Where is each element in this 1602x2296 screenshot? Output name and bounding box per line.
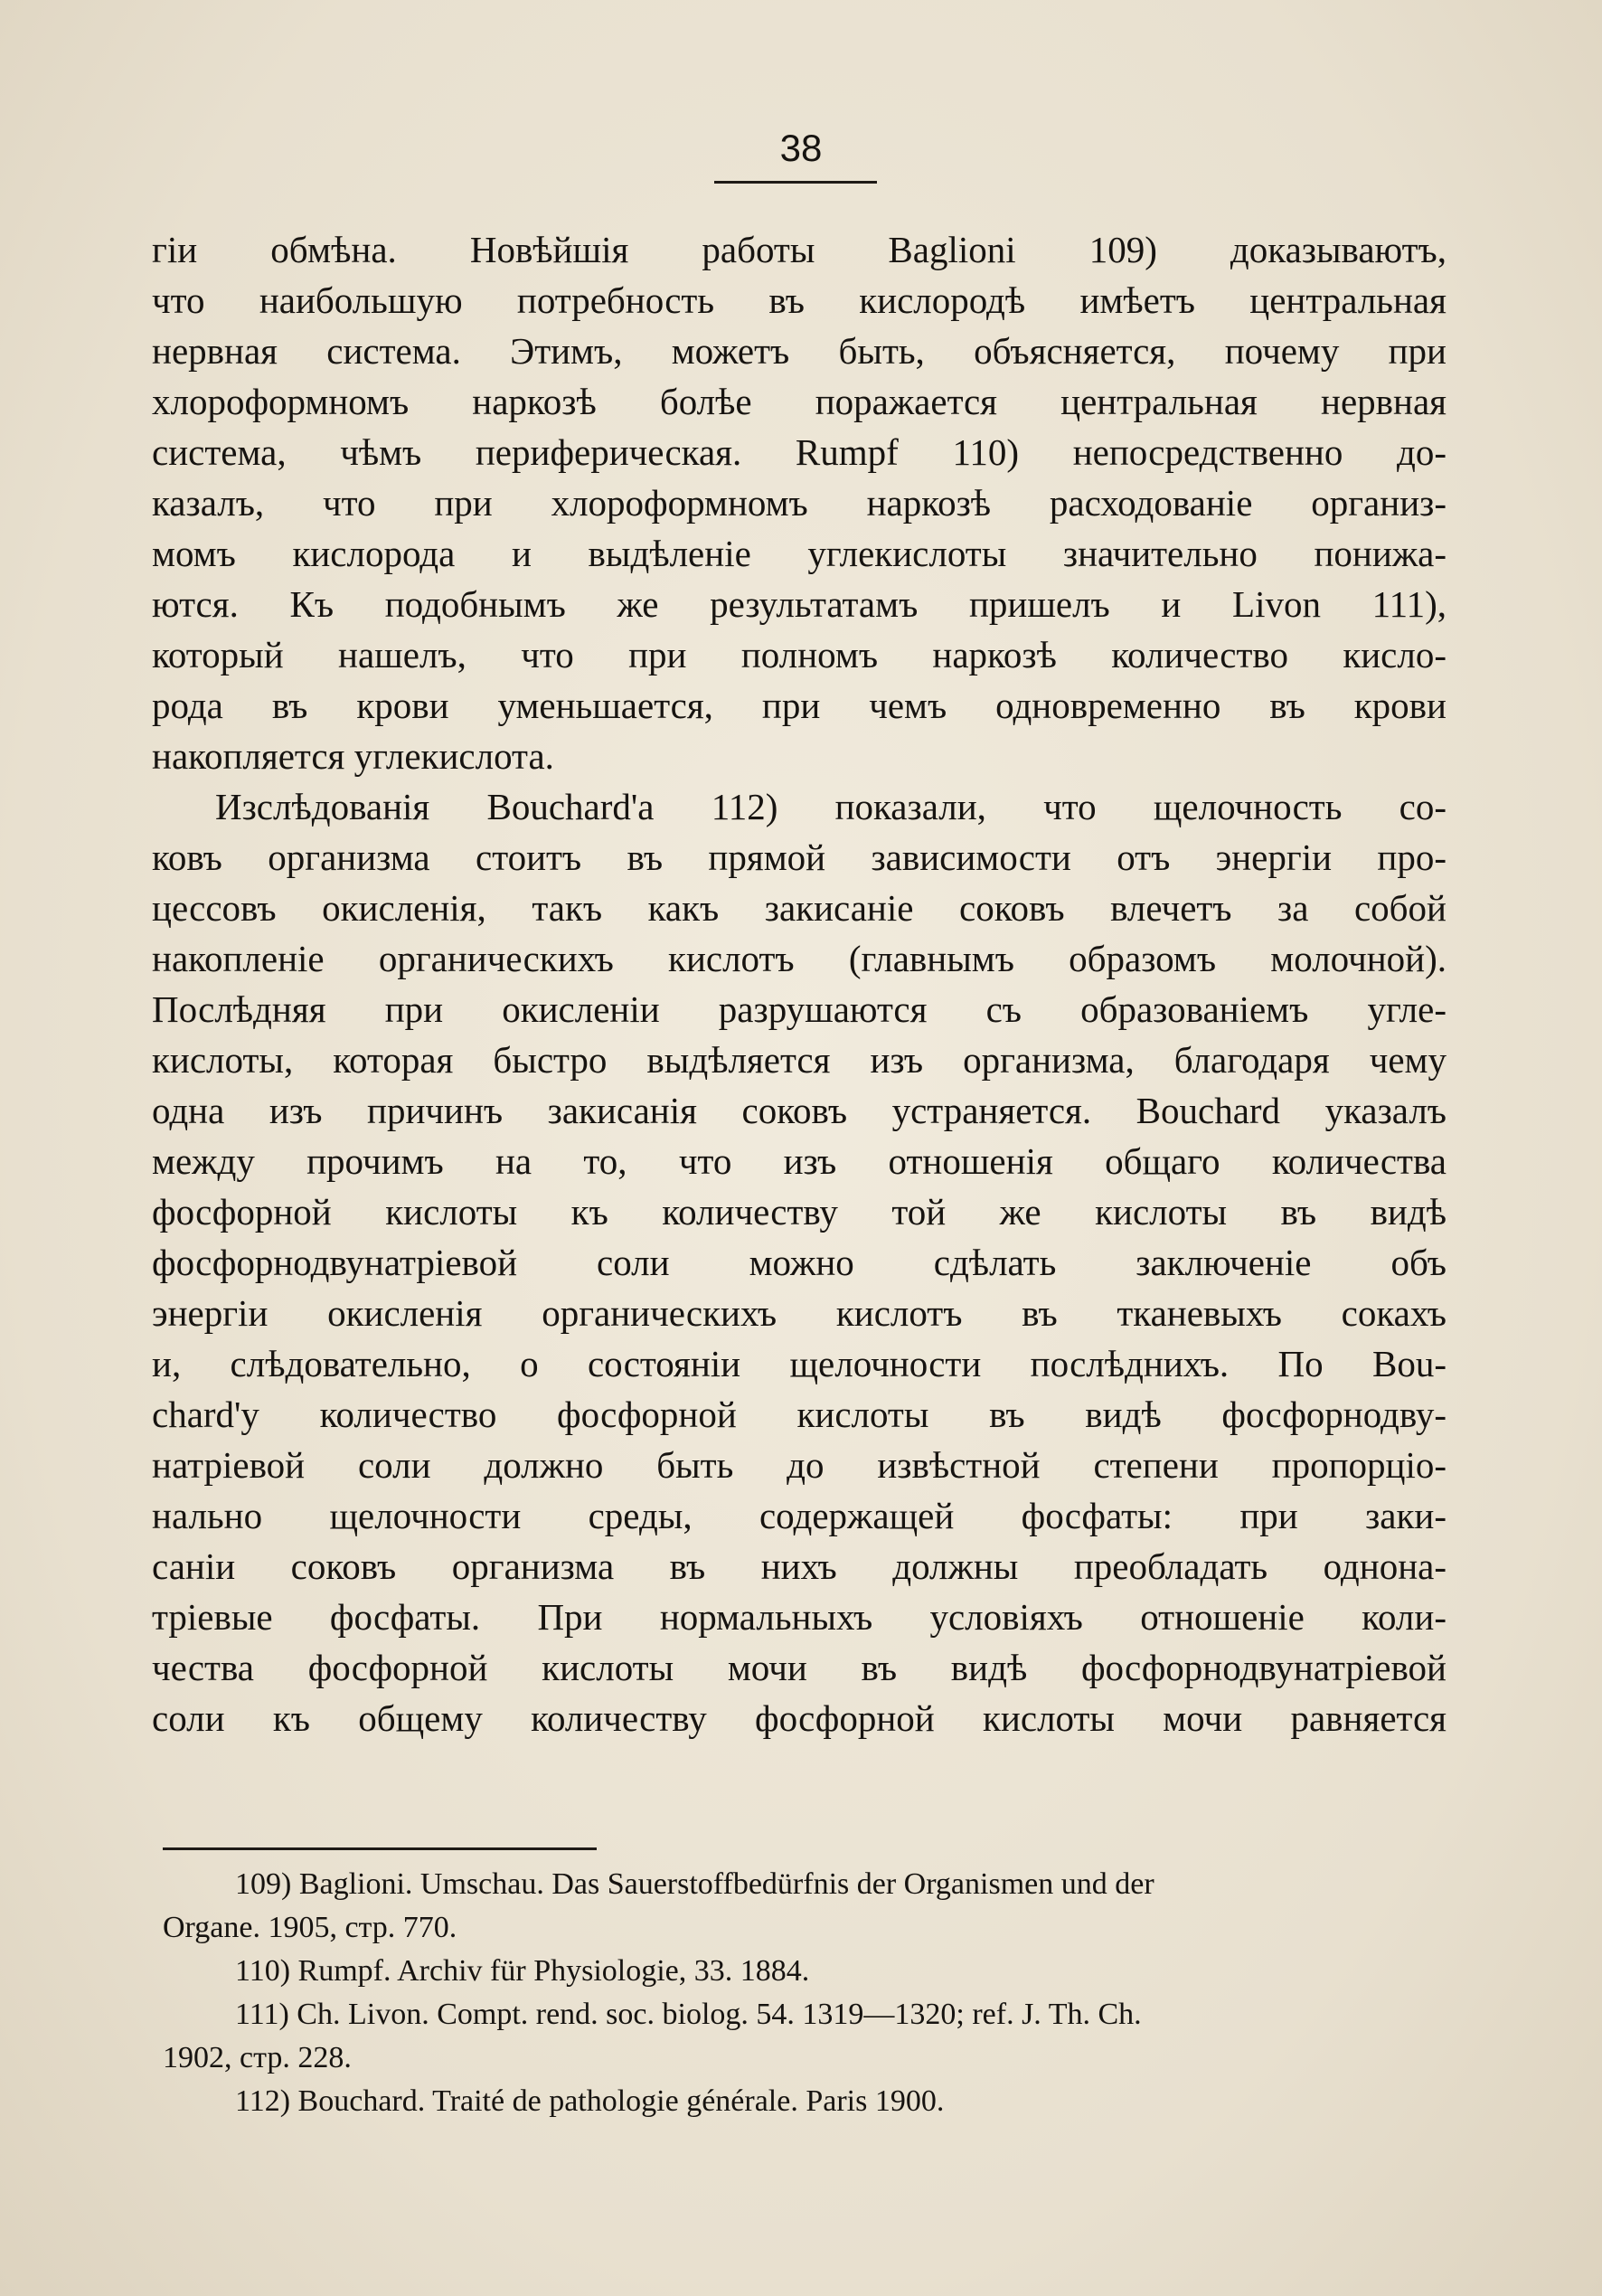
- footnote-112: 112) Bouchard. Traité de pathologie générale. Paris 1900.: [235, 2084, 945, 2118]
- text-line: который нашелъ, что при полномъ наркозѣ количество кисло-: [152, 634, 1447, 676]
- text-line: гіи обмѣна. Новѣйшія работы Baglioni 109) доказываютъ,: [152, 229, 1447, 270]
- footnote-111-cont: 1902, стр. 228.: [163, 2041, 352, 2074]
- text-line: хлороформномъ наркозѣ болѣе поражается центральная нервная: [152, 381, 1447, 422]
- text-line: между прочимъ на то, что изъ отношенія общаго количества: [152, 1140, 1447, 1182]
- text-line: ются. Къ подобнымъ же результатамъ пришелъ и Livon 111),: [152, 583, 1447, 625]
- text-line: ковъ организма стоитъ въ прямой зависимости отъ энергіи про-: [152, 836, 1447, 878]
- text-line: соли къ общему количеству фосфорной кислоты мочи равняется: [152, 1697, 1447, 1739]
- footnotes: [163, 1863, 1447, 2123]
- text-line: накопленіе органическихъ кислотъ (главнымъ образомъ молочной).: [152, 938, 1447, 979]
- footnote-110: 110) Rumpf. Archiv für Physiologie, 33. 1884.: [235, 1954, 810, 1988]
- text-line: Послѣдняя при окисленіи разрушаются съ образованіемъ угле-: [152, 988, 1447, 1030]
- text-line: тріевые фосфаты. При нормальныхъ условіяхъ отношеніе коли-: [152, 1596, 1447, 1638]
- text-line: кислоты, которая быстро выдѣляется изъ организма, благодаря чему: [152, 1039, 1447, 1081]
- text-line: одна изъ причинъ закисанія соковъ устраняется. Bouchard указалъ: [152, 1090, 1447, 1131]
- footnote-111: 111) Ch. Livon. Compt. rend. soc. biolog. 54. 1319—1320; ref. J. Th. Ch.: [235, 1998, 1142, 2031]
- text-line: натріевой соли должно быть до извѣстной степени пропорціо-: [152, 1444, 1447, 1486]
- text-line: саніи соковъ организма въ нихъ должны преобладать однона-: [152, 1545, 1447, 1587]
- text-line: Изслѣдованія Bouchard'a 112) показали, что щелочность со-: [215, 786, 1447, 827]
- footnote-109: 109) Baglioni. Umschau. Das Sauerstoffbedürfnis der Organismen und der: [235, 1867, 1154, 1901]
- header-rule: [714, 181, 877, 184]
- text-line: рода въ крови уменьшается, при чемъ одновременно въ крови: [152, 685, 1447, 726]
- text-line: chard'у количество фосфорной кислоты въ видѣ фосфорнодву-: [152, 1394, 1447, 1435]
- text-line: накопляется углекислота.: [152, 735, 554, 777]
- text-line: что наибольшую потребность въ кислородѣ имѣетъ центральная: [152, 279, 1447, 321]
- text-line: нервная система. Этимъ, можетъ быть, объясняется, почему при: [152, 330, 1447, 372]
- main-text: [152, 224, 1447, 1743]
- footnote-109-cont: Organe. 1905, стр. 770.: [163, 1911, 457, 1944]
- text-line: фосфорнодвунатріевой соли можно сдѣлать заключеніе объ: [152, 1242, 1447, 1283]
- footnote-rule: [163, 1847, 597, 1850]
- page-number: 38: [779, 127, 823, 169]
- text-line: энергіи окисленія органическихъ кислотъ въ тканевыхъ сокахъ: [152, 1292, 1447, 1334]
- text-line: чества фосфорной кислоты мочи въ видѣ фосфорнодвунатріевой: [152, 1647, 1447, 1688]
- text-line: фосфорной кислоты къ количеству той же кислоты въ видѣ: [152, 1191, 1447, 1233]
- text-line: система, чѣмъ периферическая. Rumpf 110) непосредственно до-: [152, 431, 1447, 473]
- text-line: момъ кислорода и выдѣленіе углекислоты значительно понижа-: [152, 533, 1447, 574]
- text-line: цессовъ окисленія, такъ какъ закисаніе соковъ влечетъ за собой: [152, 887, 1447, 929]
- text-line: казалъ, что при хлороформномъ наркозѣ расходованіе организ-: [152, 482, 1447, 524]
- text-line: нально щелочности среды, содержащей фосфаты: при заки-: [152, 1495, 1447, 1536]
- text-line: и, слѣдовательно, о состояніи щелочности послѣднихъ. По Bou-: [152, 1343, 1447, 1384]
